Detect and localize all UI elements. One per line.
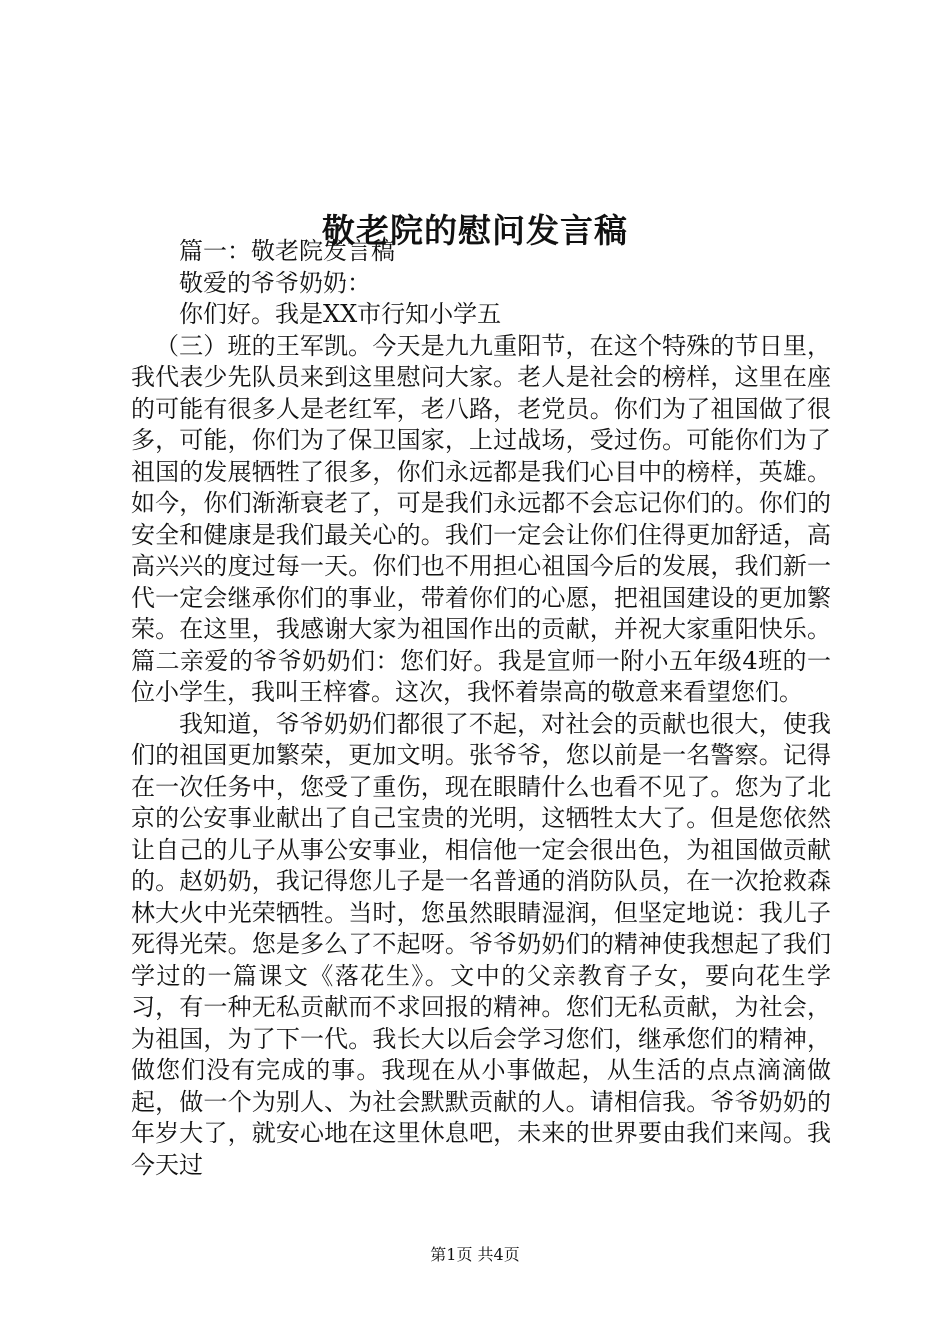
paragraph-body-2: 我知道，爷爷奶奶们都很了不起，对社会的贡献也很大，使我们的祖国更加繁荣，更加文明。张爷爷，您以前是一名警察。记得在一次任务中，您受了重伤，现在眼睛什么也看不见了。您为了北京的公安事业献出了自己宝贵的光明，这牺牲太大了。但是您依然让自己的儿子从事公安事业，相信他一定会很出色，为祖国做贡献的。赵奶奶，我记得您儿子是一名普通的消防队员，在一次抢救森林大火中光荣牺牲。当时，您虽然眼睛湿润，但坚定地说：我儿子死得光荣。您是多么了不起呀。爷爷奶奶们的精神使我想起了我们学过的一篇课文《落花生》。文中的父亲教育子女，要向花生学习，有一种无私贡献而不求回报的精神。您们无私贡献，为社会，为祖国，为了下一代。我长大以后会学习您们，继承您们的精神，做您们没有完成的事。我现在从小事做起，从生活的点点滴滴做起，做一个为别人、为社会默默贡献的人。请相信我。爷爷奶奶的年岁大了，就安心地在这里休息吧，未来的世界要由我们来闯。我今天过 (131, 709, 831, 1179)
document-body (131, 236, 831, 1181)
paragraph-salutation: 敬爱的爷爷奶奶： (179, 268, 371, 297)
paragraph-body-1: （三）班的王军凯。今天是九九重阳节，在这个特殊的节日里，我代表少先队员来到这里慰问大家。老人是社会的榜样，这里在座的可能有很多人是老红军，老八路，老党员。你们为了祖国做了很多，可能，你们为了保卫国家，上过战场，受过伤。可能你们为了祖国的发展牺牲了很多，你们永远都是我们心目中的榜样，英雄。如今，你们渐渐衰老了，可是我们永远都不会忘记你们的。你们的安全和健康是我们最关心的。我们一定会让你们住得更加舒适，高高兴兴的度过每一天。你们也不用担心祖国今后的发展，我们新一代一定会继承你们的事业，带着你们的心愿，把祖国建设的更加繁荣。在这里，我感谢大家为祖国作出的贡献，并祝大家重阳快乐。篇二亲爱的爷爷奶奶们：您们好。我是宣师一附小五年级4班的一位小学生，我叫王梓睿。这次，我怀着崇高的敬意来看望您们。 (131, 331, 831, 706)
page-number-footer: 第1页 共4页 (430, 1245, 520, 1264)
paragraph-heading: 篇一：敬老院发言稿 (179, 237, 395, 265)
paragraph-greeting: 你们好。我是XX市行知小学五 (179, 300, 502, 328)
document-title: 敬老院的慰问发言稿 (322, 211, 628, 251)
